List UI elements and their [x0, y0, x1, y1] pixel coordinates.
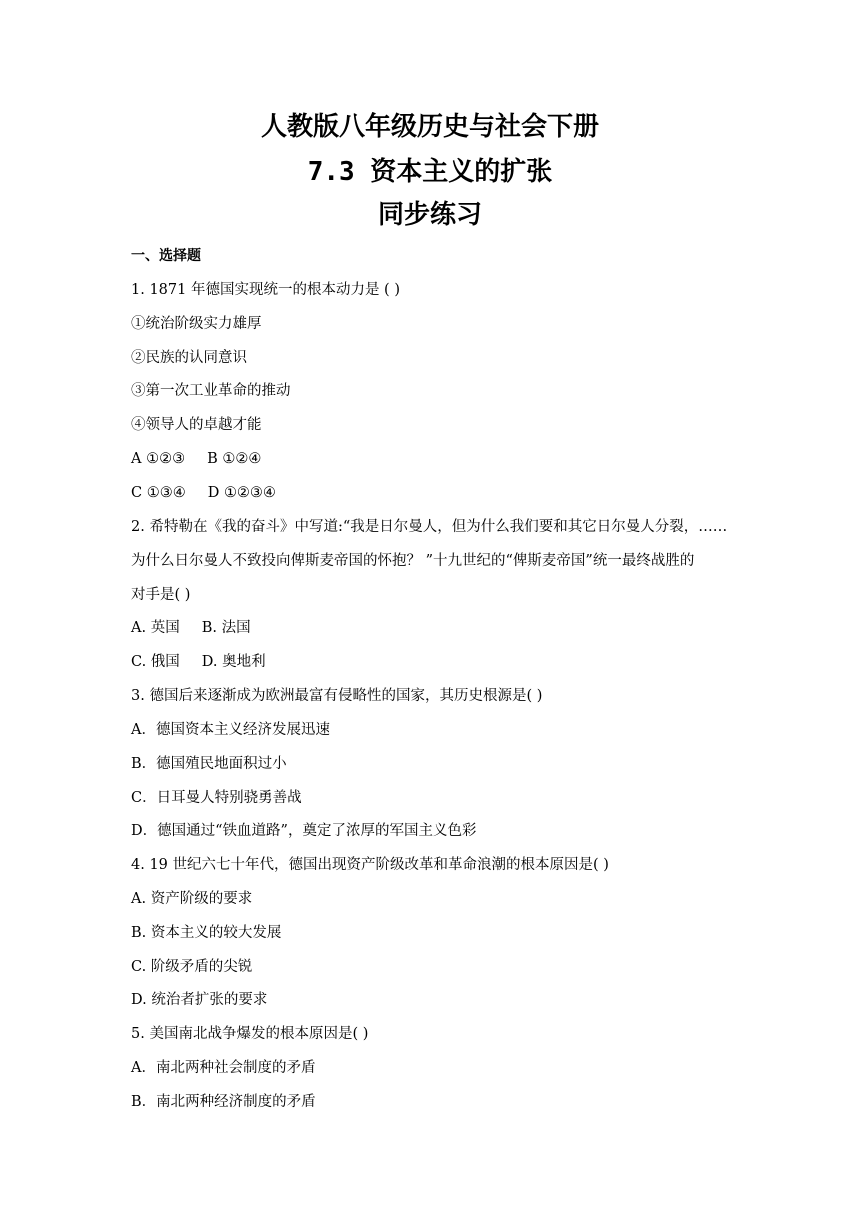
q2-stem-line-3: 对手是( ) [131, 587, 191, 603]
q1-options-cd [131, 483, 276, 503]
q4-stem: 4. 19 世纪六七十年代，德国出现资产阶级改革和革命浪潮的根本原因是( ) [131, 857, 609, 873]
q2-stem-line-1: 2. 希特勒在《我的奋斗》中写道:“我是日尔曼人，但为什么我们要和其它日尔曼人分裂，…… [131, 519, 728, 535]
doc-title-line-1: 人教版八年级历史与社会下册 [260, 112, 599, 142]
q2-options-ab [131, 618, 251, 638]
q4-option-c: C. 阶级矛盾的尖锐 [131, 959, 253, 975]
q1-option-c: C ①③④ [131, 485, 186, 501]
q4-option-b: B. 资本主义的较大发展 [131, 925, 282, 941]
q4-option-a: A. 资产阶级的要求 [131, 891, 253, 907]
q1-item-1: ①统治阶级实力雄厚 [131, 316, 262, 332]
q3-stem: 3. 德国后来逐渐成为欧洲最富有侵略性的国家，其历史根源是( ) [131, 688, 543, 704]
q2-option-a: A. 英国 [131, 620, 180, 636]
q3-option-c: C．日耳曼人特别骁勇善战 [131, 790, 302, 806]
q1-item-4: ④领导人的卓越才能 [131, 417, 262, 433]
q2-options-cd [131, 652, 266, 672]
q1-stem: 1. 1871 年德国实现统一的根本动力是 ( ) [131, 282, 400, 298]
q5-option-a: A．南北两种社会制度的矛盾 [131, 1060, 316, 1076]
doc-title-line-3: 同步练习 [377, 200, 482, 230]
q1-option-a: A ①②③ [131, 451, 186, 467]
q4-option-d: D. 统治者扩张的要求 [131, 992, 268, 1008]
doc-title-line-2: 7.3 资本主义的扩张 [307, 157, 553, 187]
q3-option-b: B．德国殖民地面积过小 [131, 756, 287, 772]
q3-option-d: D．德国通过“铁血道路”，奠定了浓厚的军国主义色彩 [131, 823, 477, 839]
q1-option-d: D ①②③④ [207, 485, 276, 501]
q2-option-d: D. 奥地利 [201, 654, 266, 670]
q1-item-2: ②民族的认同意识 [131, 350, 247, 366]
q2-option-c: C. 俄国 [131, 654, 180, 670]
q1-option-b: B ①②④ [207, 451, 262, 467]
q3-option-a: A．德国资本主义经济发展迅速 [131, 722, 330, 738]
q5-option-b: B．南北两种经济制度的矛盾 [131, 1094, 316, 1110]
section-heading: 一、选择题 [131, 248, 201, 264]
q2-option-b: B. 法国 [201, 620, 251, 636]
q5-stem: 5. 美国南北战争爆发的根本原因是( ) [131, 1026, 369, 1042]
q1-options-ab [131, 449, 261, 469]
q1-item-3: ③第一次工业革命的推动 [131, 383, 291, 399]
q2-stem-line-2: 为什么日尔曼人不致投向俾斯麦帝国的怀抱？ ”十九世纪的“俾斯麦帝国”统一最终战胜的 [131, 553, 695, 569]
